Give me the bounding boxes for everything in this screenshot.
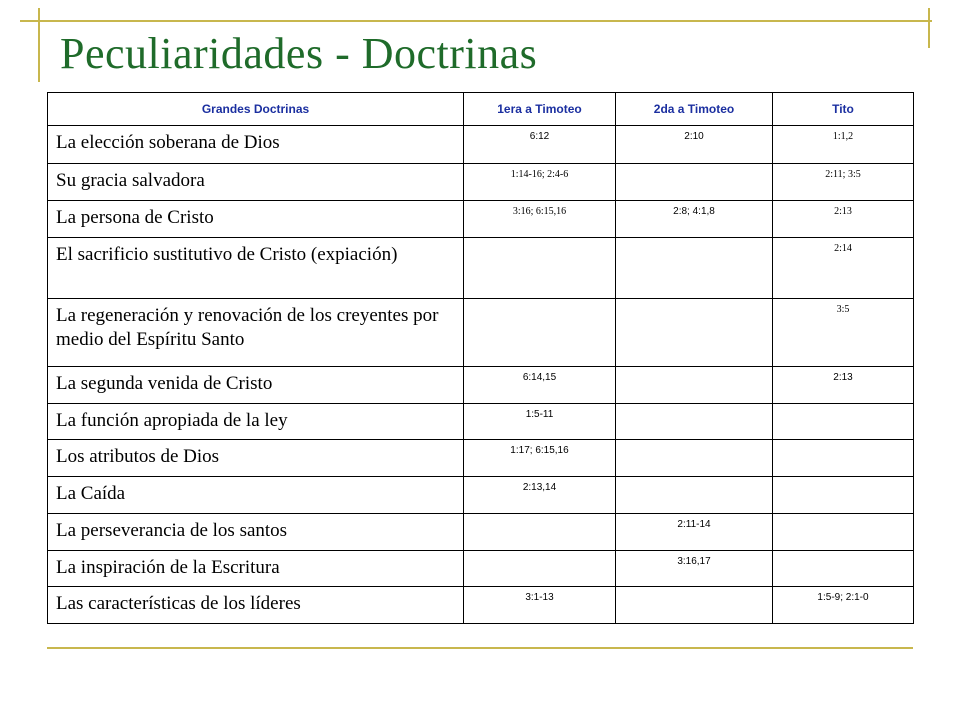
ref-tito bbox=[773, 440, 914, 477]
ref-tito bbox=[773, 514, 914, 551]
ref-tito: 1:5-9; 2:1-0 bbox=[773, 587, 914, 624]
doctrine-cell: La segunda venida de Cristo bbox=[48, 367, 464, 404]
col-header-1-timoteo: 1era a Timoteo bbox=[464, 93, 616, 126]
ref-2-timoteo: 3:16,17 bbox=[616, 551, 773, 587]
doctrine-cell: La elección soberana de Dios bbox=[48, 126, 464, 164]
ref-1-timoteo: 2:13,14 bbox=[464, 477, 616, 514]
doctrine-cell: El sacrificio sustitutivo de Cristo (expiación) bbox=[48, 238, 464, 299]
col-header-2-timoteo: 2da a Timoteo bbox=[616, 93, 773, 126]
ref-tito bbox=[773, 477, 914, 514]
ref-2-timoteo: 2:10 bbox=[616, 126, 773, 164]
ref-tito bbox=[773, 551, 914, 587]
ref-1-timoteo: 3:1-13 bbox=[464, 587, 616, 624]
ref-1-timoteo: 1:14-16; 2:4-6 bbox=[464, 164, 616, 201]
ref-1-timoteo bbox=[464, 551, 616, 587]
ref-1-timoteo: 1:17; 6:15,16 bbox=[464, 440, 616, 477]
ref-2-timoteo bbox=[616, 299, 773, 367]
ref-2-timoteo bbox=[616, 238, 773, 299]
table-row bbox=[48, 551, 914, 587]
ref-1-timoteo: 6:14,15 bbox=[464, 367, 616, 404]
ref-1-timoteo bbox=[464, 238, 616, 299]
ref-1-timoteo bbox=[464, 299, 616, 367]
left-rule bbox=[38, 8, 40, 82]
top-rule bbox=[20, 20, 932, 22]
doctrine-cell: Su gracia salvadora bbox=[48, 164, 464, 201]
ref-2-timoteo bbox=[616, 367, 773, 404]
ref-tito: 2:14 bbox=[773, 238, 914, 299]
ref-tito bbox=[773, 404, 914, 440]
doctrine-table bbox=[47, 92, 914, 624]
col-header-doctrinas: Grandes Doctrinas bbox=[48, 93, 464, 126]
table-row bbox=[48, 367, 914, 404]
table-row bbox=[48, 587, 914, 624]
ref-2-timoteo: 2:8; 4:1,8 bbox=[616, 201, 773, 238]
doctrine-cell: Los atributos de Dios bbox=[48, 440, 464, 477]
table-row bbox=[48, 440, 914, 477]
doctrine-cell: La inspiración de la Escritura bbox=[48, 551, 464, 587]
ref-2-timoteo bbox=[616, 164, 773, 201]
ref-tito: 3:5 bbox=[773, 299, 914, 367]
ref-2-timoteo bbox=[616, 587, 773, 624]
table-header-row bbox=[48, 93, 914, 126]
ref-tito: 1:1,2 bbox=[773, 126, 914, 164]
ref-2-timoteo: 2:11-14 bbox=[616, 514, 773, 551]
doctrine-cell: La regeneración y renovación de los creyentes por medio del Espíritu Santo bbox=[48, 299, 464, 367]
doctrine-cell: La persona de Cristo bbox=[48, 201, 464, 238]
table-row bbox=[48, 164, 914, 201]
ref-tito: 2:11; 3:5 bbox=[773, 164, 914, 201]
table-row bbox=[48, 514, 914, 551]
bottom-rule bbox=[47, 647, 913, 649]
right-rule bbox=[928, 8, 930, 48]
ref-1-timoteo: 3:16; 6:15,16 bbox=[464, 201, 616, 238]
ref-2-timoteo bbox=[616, 404, 773, 440]
table-row bbox=[48, 126, 914, 164]
table-row bbox=[48, 201, 914, 238]
ref-tito: 2:13 bbox=[773, 201, 914, 238]
doctrine-cell: La perseverancia de los santos bbox=[48, 514, 464, 551]
ref-2-timoteo bbox=[616, 440, 773, 477]
table-row bbox=[48, 477, 914, 514]
ref-1-timoteo bbox=[464, 514, 616, 551]
doctrine-cell: Las características de los líderes bbox=[48, 587, 464, 624]
ref-1-timoteo: 6:12 bbox=[464, 126, 616, 164]
ref-1-timoteo: 1:5-11 bbox=[464, 404, 616, 440]
page-title: Peculiaridades - Doctrinas bbox=[60, 29, 538, 78]
col-header-tito: Tito bbox=[773, 93, 914, 126]
doctrine-cell: La Caída bbox=[48, 477, 464, 514]
doctrine-cell: La función apropiada de la ley bbox=[48, 404, 464, 440]
table-row bbox=[48, 299, 914, 367]
table-row bbox=[48, 404, 914, 440]
ref-tito: 2:13 bbox=[773, 367, 914, 404]
table-row bbox=[48, 238, 914, 299]
ref-2-timoteo bbox=[616, 477, 773, 514]
